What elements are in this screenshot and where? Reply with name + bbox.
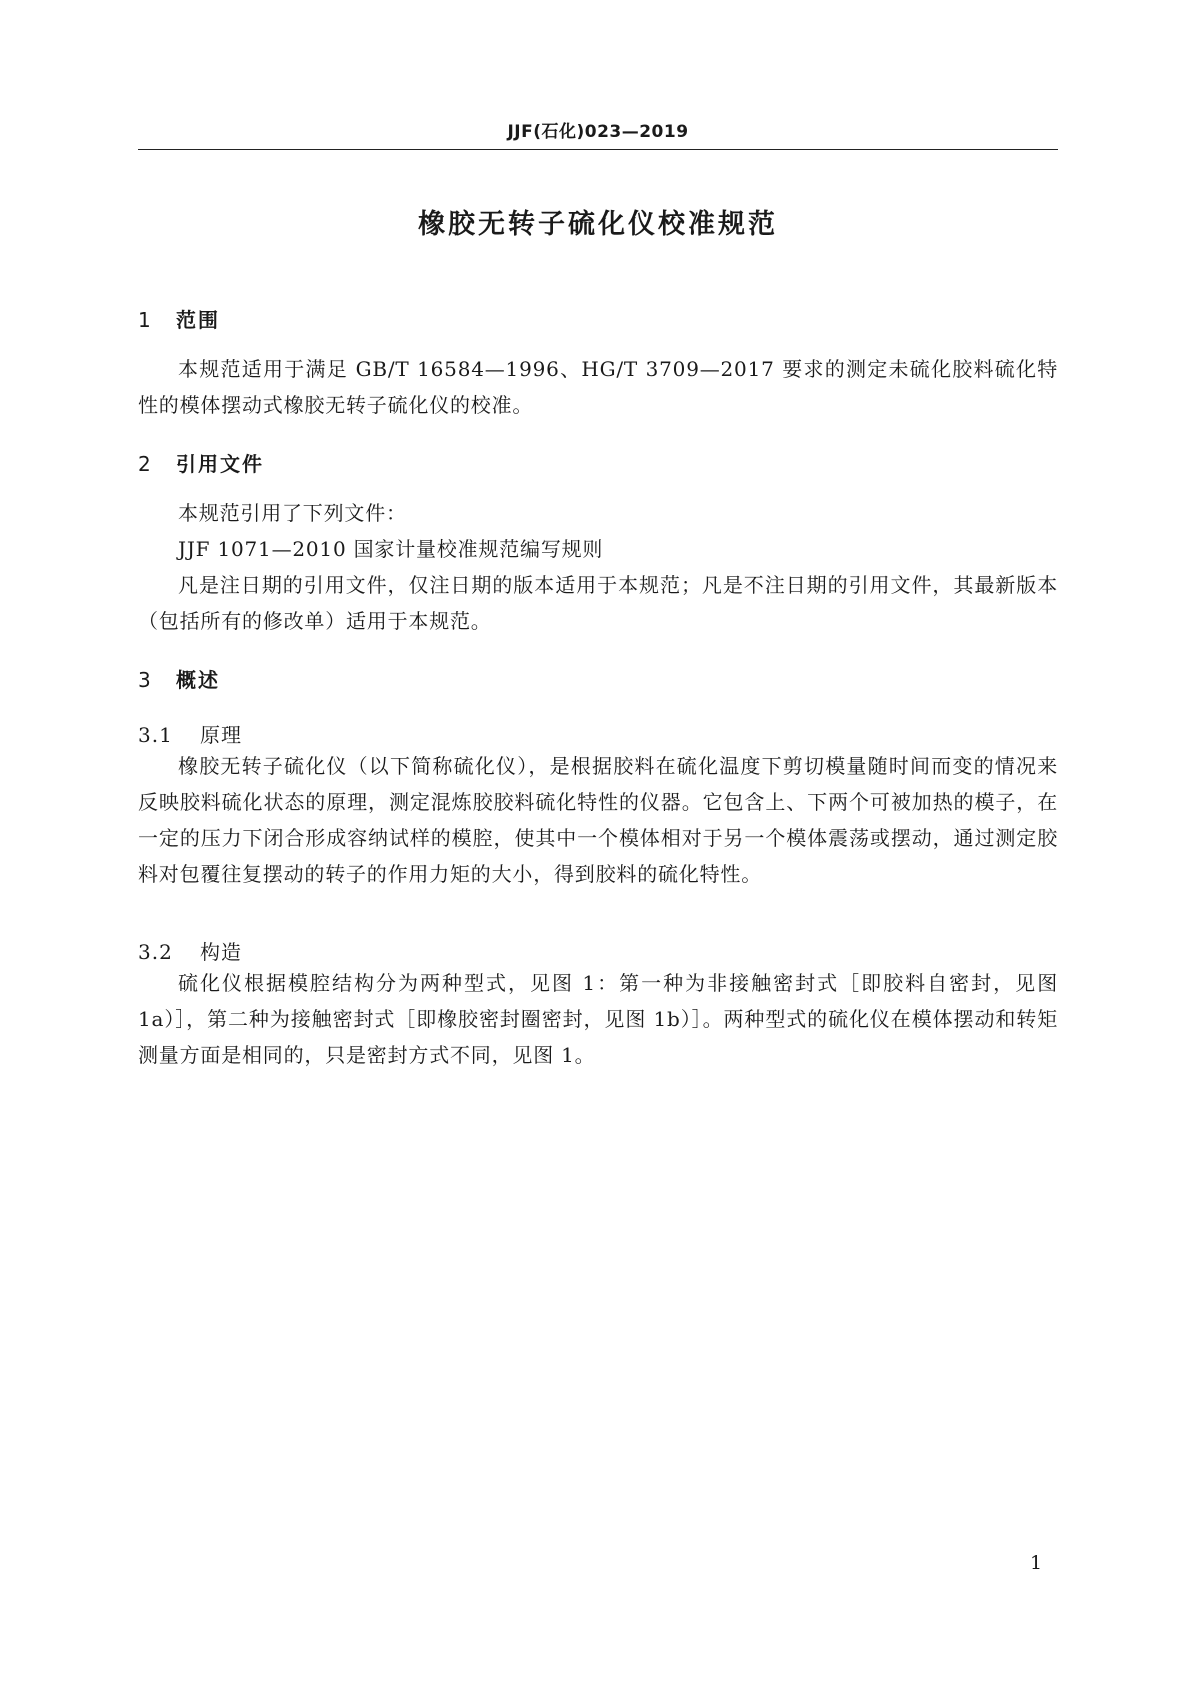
page-header-code: JJF(石化)023—2019: [507, 122, 689, 142]
subsection-3-2-title: 构造: [200, 940, 242, 964]
section-1-title: 范围: [176, 308, 220, 332]
section-2-heading: [138, 448, 264, 477]
section-3-title: 概述: [176, 668, 220, 692]
subsection-3-2-paragraph: 硫化仪根据模腔结构分为两种型式，见图 1：第一种为非接触密封式［即胶料自密封，见图 1a）］，第二种为接触密封式［即橡胶密封圈密封，见图 1b）］。两种型式的硫化仪在模体摆动和转矩测量方面是相同的，只是密封方式不同，见图 1。: [138, 971, 1058, 1067]
subsection-3-1-heading: [138, 719, 242, 748]
section-2-title: 引用文件: [176, 452, 264, 476]
section-1-heading: [138, 304, 220, 333]
section-3-number: 3: [138, 668, 153, 692]
section-2-intro: 本规范引用了下列文件：: [178, 501, 407, 525]
header-divider: [138, 149, 1058, 150]
document-title: 橡胶无转子硫化仪校准规范: [418, 209, 778, 240]
subsection-3-1-number: 3.1: [138, 723, 173, 747]
section-1-paragraph: 本规范适用于满足 GB/T 16584—1996、HG/T 3709—2017 要求的测定未硫化胶料硫化特性的模体摆动式橡胶无转子硫化仪的校准。: [138, 357, 1058, 417]
section-2-number: 2: [138, 452, 153, 476]
section-3-heading: [138, 664, 220, 693]
section-2-reference: JJF 1071—2010 国家计量校准规范编写规则: [178, 537, 604, 561]
subsection-3-1-title: 原理: [200, 723, 242, 747]
section-1-number: 1: [138, 308, 153, 332]
subsection-3-2-number: 3.2: [138, 940, 173, 964]
section-2-note: 凡是注日期的引用文件，仅注日期的版本适用于本规范；凡是不注日期的引用文件，其最新版本（包括所有的修改单）适用于本规范。: [138, 573, 1058, 633]
subsection-3-2-heading: [138, 936, 242, 965]
subsection-3-1-paragraph: 橡胶无转子硫化仪（以下简称硫化仪），是根据胶料在硫化温度下剪切模量随时间而变的情况来反映胶料硫化状态的原理，测定混炼胶胶料硫化特性的仪器。它包含上、下两个可被加热的模子，在一定的压力下闭合形成容纳试样的模腔，使其中一个模体相对于另一个模体震荡或摆动，通过测定胶料对包覆往复摆动的转子的作用力矩的大小，得到胶料的硫化特性。: [138, 754, 1058, 886]
page-number: 1: [1030, 1552, 1043, 1574]
